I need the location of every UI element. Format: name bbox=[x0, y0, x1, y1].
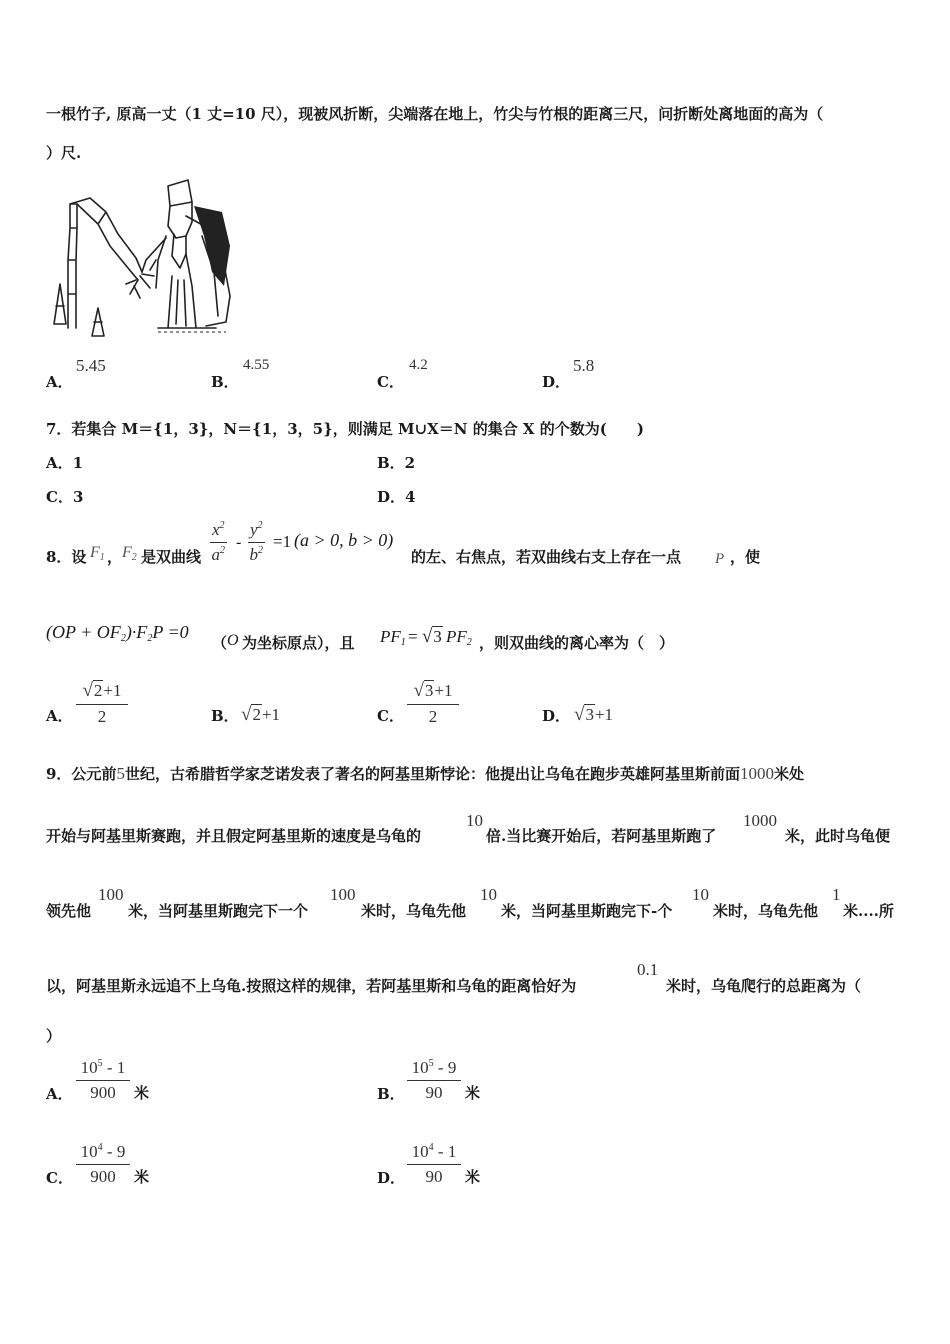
q9-line4-end: 米时，乌龟爬行的总距离为（ bbox=[666, 977, 862, 995]
q9-line2-mid: 倍.当比赛开始后，若阿基里斯跑了 bbox=[486, 827, 717, 845]
q9-option-b-label: B． bbox=[377, 1085, 405, 1103]
q6-option-b-label: B． bbox=[211, 373, 239, 391]
q6-option-c-label: C． bbox=[377, 373, 404, 391]
q8-eq-minus: - bbox=[236, 534, 242, 551]
q9-next-100: 100 bbox=[330, 885, 356, 904]
q6-stem-line1: 一根竹子, 原高一丈（1 丈=10 尺），现被风折断，尖端落在地上，竹尖与竹根的距离三尺，问折断处离地面的高为（ bbox=[46, 105, 824, 123]
q9-option-d-unit: 米 bbox=[465, 1168, 481, 1186]
q9-line5: ） bbox=[46, 1027, 62, 1045]
q8-end1: ，使 bbox=[730, 548, 761, 566]
q8-point-p: P bbox=[715, 551, 725, 567]
q9-next-10: 10 bbox=[692, 885, 709, 904]
q9-run-1000: 1000 bbox=[743, 811, 777, 830]
q8-end2: ，则双曲线的离心率为（ ） bbox=[479, 634, 675, 652]
q8-option-c-label: C． bbox=[377, 707, 404, 725]
q9-line3-d: 米，当阿基里斯跑完下-个 bbox=[501, 902, 673, 920]
q9-line2-end: 米，此时乌龟便 bbox=[785, 827, 891, 845]
q9-option-a-label: A． bbox=[46, 1085, 73, 1103]
q6-stem-line2: ）尺. bbox=[46, 144, 82, 162]
q6-option-d-label: D． bbox=[542, 373, 571, 391]
q9-line4: 以，阿基里斯永远追不上乌龟.按照这样的规律，若阿基里斯和乌龟的距离恰好为 bbox=[46, 977, 577, 995]
q7-option-b: B．2 bbox=[377, 454, 416, 472]
q9-line3-f: 米....所 bbox=[843, 902, 894, 920]
q9-option-a-fraction: $10^5 - 1$ 900 bbox=[76, 1058, 130, 1103]
q7-option-d: D．4 bbox=[377, 488, 416, 506]
q8-prefix: 8．设 bbox=[46, 548, 87, 566]
q7-stem: 7．若集合 M＝{1，3}，N＝{1，3，5}，则满足 M∪X＝N 的集合 X 的个数为( ) bbox=[46, 420, 644, 438]
q9-option-b-unit: 米 bbox=[465, 1084, 481, 1102]
q6-option-d-value: 5.8 bbox=[573, 356, 595, 375]
q8-eq-condition: (a > 0, b > 0) bbox=[294, 530, 394, 550]
q8-option-d-label: D． bbox=[542, 707, 571, 725]
q9-line3-c: 米时，乌龟先他 bbox=[361, 902, 467, 920]
q6-option-c-value: 4.2 bbox=[409, 357, 428, 373]
q9-option-a-unit: 米 bbox=[134, 1084, 150, 1102]
q8-option-d-value: √3+1 bbox=[574, 704, 614, 725]
q9-lead-1: 1 bbox=[832, 885, 841, 904]
bamboo-scholar-illustration bbox=[46, 176, 236, 338]
q9-distance-01: 0.1 bbox=[637, 960, 659, 979]
q8-origin-note-post: 为坐标原点），且 bbox=[242, 634, 355, 652]
q8-eq-rhs: =1 bbox=[273, 532, 292, 551]
q8-f2: $F_2$ bbox=[122, 544, 137, 563]
q8-pf1: $PF_1$ bbox=[380, 627, 406, 648]
q8-mid-text: 是双曲线 bbox=[141, 548, 202, 566]
q9-option-c-fraction: $10^4 - 9$ 900 bbox=[76, 1142, 130, 1187]
q9-option-d-label: D． bbox=[377, 1169, 406, 1187]
q9-lead-100: 100 bbox=[98, 885, 124, 904]
q7-option-c: C．3 bbox=[46, 488, 84, 506]
q8-f1: $F_1$ bbox=[90, 544, 105, 563]
q9-option-c-label: C． bbox=[46, 1169, 73, 1187]
q8-option-a-fraction: √2+1 2 bbox=[76, 680, 128, 727]
q9-lead-10: 10 bbox=[480, 885, 497, 904]
q8-comma: ， bbox=[107, 548, 123, 566]
q8-option-b-label: B． bbox=[211, 707, 239, 725]
q9-line2: 开始与阿基里斯赛跑，并且假定阿基里斯的速度是乌龟的 bbox=[46, 827, 422, 845]
q8-after-eq: 的左、右焦点，若双曲线右支上存在一点 bbox=[411, 548, 682, 566]
q8-frac-x2-a2: $x^2$ $a^2$ bbox=[211, 520, 226, 564]
q9-option-b-fraction: $10^5 - 9$ 90 bbox=[407, 1058, 461, 1103]
q8-origin-note-pre: （ bbox=[212, 634, 228, 652]
q8-origin-o: O bbox=[227, 632, 239, 649]
q9-line3-e: 米时，乌龟先他 bbox=[713, 902, 819, 920]
q8-pf-relation: = √3 bbox=[408, 626, 442, 647]
q9-line3-b: 米，当阿基里斯跑完下一个 bbox=[128, 902, 309, 920]
q8-vector-expression: $(OP + OF_2)\cdot F_2P =0$ bbox=[46, 622, 189, 644]
q6-option-a-value: 5.45 bbox=[76, 356, 106, 375]
q6-option-b-value: 4.55 bbox=[243, 357, 270, 373]
q6-option-a-label: A． bbox=[46, 373, 73, 391]
q9-line1: 9．公元前5世纪，古希腊哲学家芝诺发表了著名的阿基里斯悖论：他提出让乌龟在跑步英雄阿基里斯前面1000米处 bbox=[46, 764, 804, 783]
q9-ratio-10: 10 bbox=[466, 811, 483, 830]
q8-frac-y2-b2: $y^2$ $b^2$ bbox=[249, 520, 264, 564]
q8-option-c-fraction: √3+1 2 bbox=[407, 680, 459, 727]
q8-pf2: $PF_2$ bbox=[446, 627, 472, 648]
q8-option-b-value: √2+1 bbox=[241, 704, 281, 725]
q9-option-c-unit: 米 bbox=[134, 1168, 150, 1186]
q9-line3-a: 领先他 bbox=[46, 902, 92, 920]
q8-option-a-label: A． bbox=[46, 707, 73, 725]
q7-option-a: A．1 bbox=[46, 454, 84, 472]
q9-option-d-fraction: $10^4 - 1$ 90 bbox=[407, 1142, 461, 1187]
